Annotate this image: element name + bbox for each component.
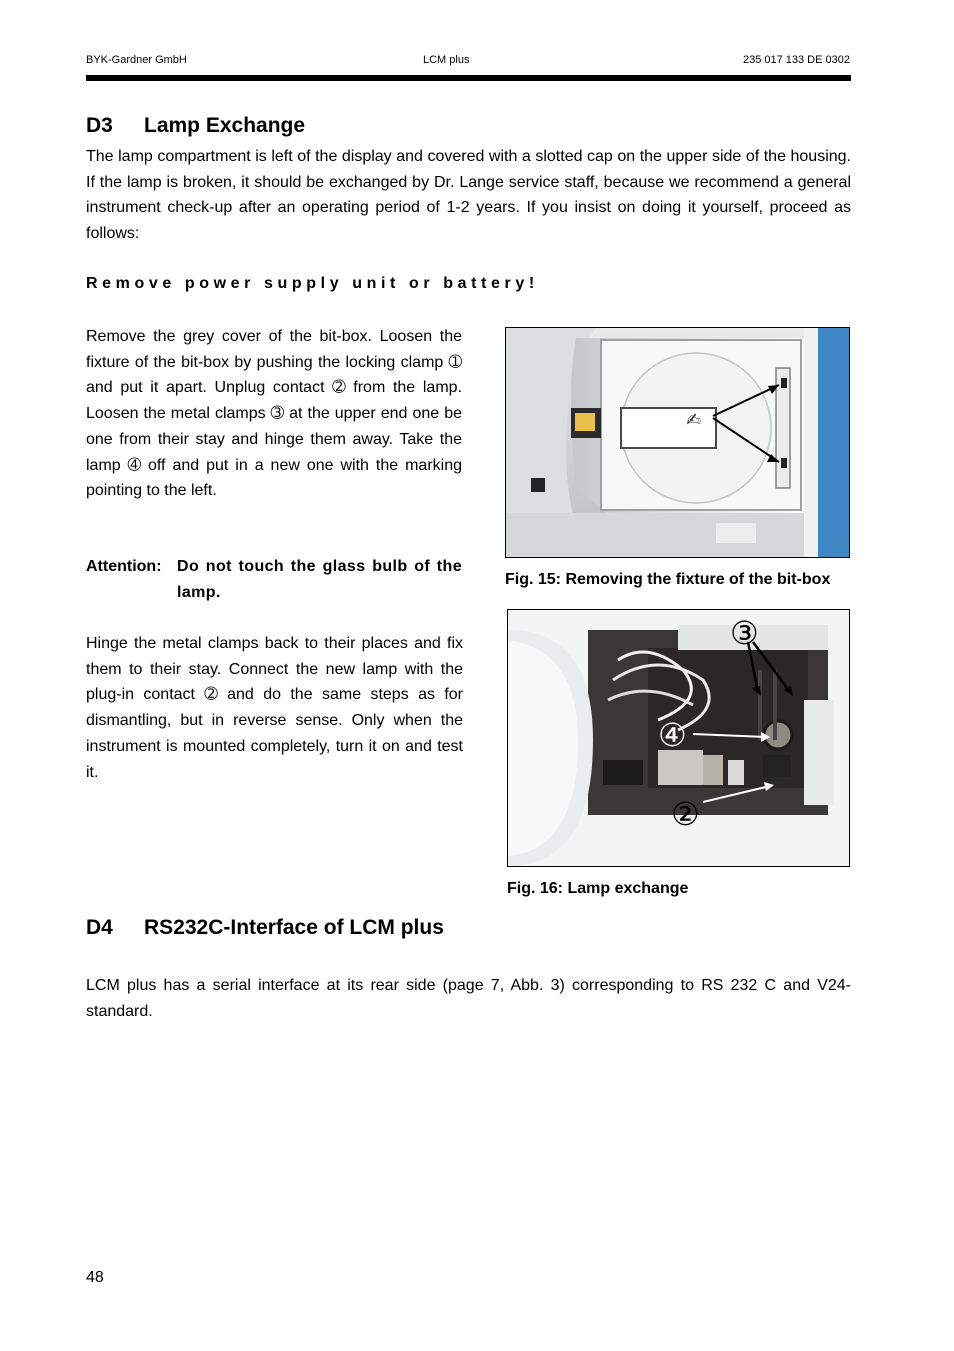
section-title: RS232C-Interface of LCM plus (144, 916, 444, 939)
callout-2-label: ② (671, 795, 700, 833)
header-company: BYK-Gardner GmbH (86, 54, 187, 66)
figure-15-caption-text: Fig. 15: Removing the fixture of the bit-box (505, 571, 831, 588)
page-number: 48 (86, 1269, 104, 1286)
rs232-paragraph: LCM plus has a serial interface at its rear side (page 7, Abb. 3) corresponding to RS 232 C and V24-standard. (86, 977, 851, 1020)
figure-15-caption (505, 570, 851, 589)
figure-16-caption: Fig. 16: Lamp exchange (507, 880, 689, 897)
intro-paragraph: The lamp compartment is left of the display and covered with a slotted cap on the upper side of the housing. If the lamp is broken, it should be exchanged by Dr. Lange service staff, because we recommend a general instrument check-up after an operating period of 1-2 years. If you insist on doing it yourself, proceed as follows: (86, 148, 851, 243)
figure-16-image (507, 609, 850, 867)
attention-label: Attention: (86, 558, 162, 575)
section-heading-d4 (86, 916, 444, 940)
section-title: Lamp Exchange (144, 114, 306, 137)
callout-3-label: ③ (730, 614, 759, 652)
header-rule (86, 75, 851, 81)
header-product: LCM plus (423, 54, 470, 66)
svg-text:✍: ✍ (686, 410, 702, 431)
instruction-paragraph-1: Remove the grey cover of the bit-box. Loosen the fixture of the bit-box by pushing the locking clamp ➀ and put it apart. Unplug contact ➁ from the lamp. Loosen the metal clamps ➂ at the upper end one be one from their stay and hinge them away. Take the lamp ➃ off and put in a new one with the marking pointing to the left. (86, 328, 462, 500)
figure-15-image (505, 327, 850, 558)
attention-note (86, 554, 462, 605)
header-docnumber: 235 017 133 DE 0302 (742, 54, 850, 66)
instruction-paragraph-2: Hinge the metal clamps back to their places and fix them to their stay. Connect the new lamp with the plug-in contact ➁ and do the same steps as for dismantling, but in reverse sense. Only when the instrument is mounted completely, turn it on and test it. (86, 635, 463, 781)
lamp-exchange-photo (508, 610, 849, 866)
bit-box-photo (506, 328, 849, 557)
section-heading-d3 (86, 114, 305, 138)
section-number: D4 (86, 916, 113, 939)
attention-text: Do not touch the glass bulb of the lamp. (177, 558, 462, 601)
callout-4-label: ④ (658, 716, 687, 754)
section-number: D3 (86, 114, 113, 137)
warning-text: Remove power supply unit or battery! (86, 275, 539, 292)
